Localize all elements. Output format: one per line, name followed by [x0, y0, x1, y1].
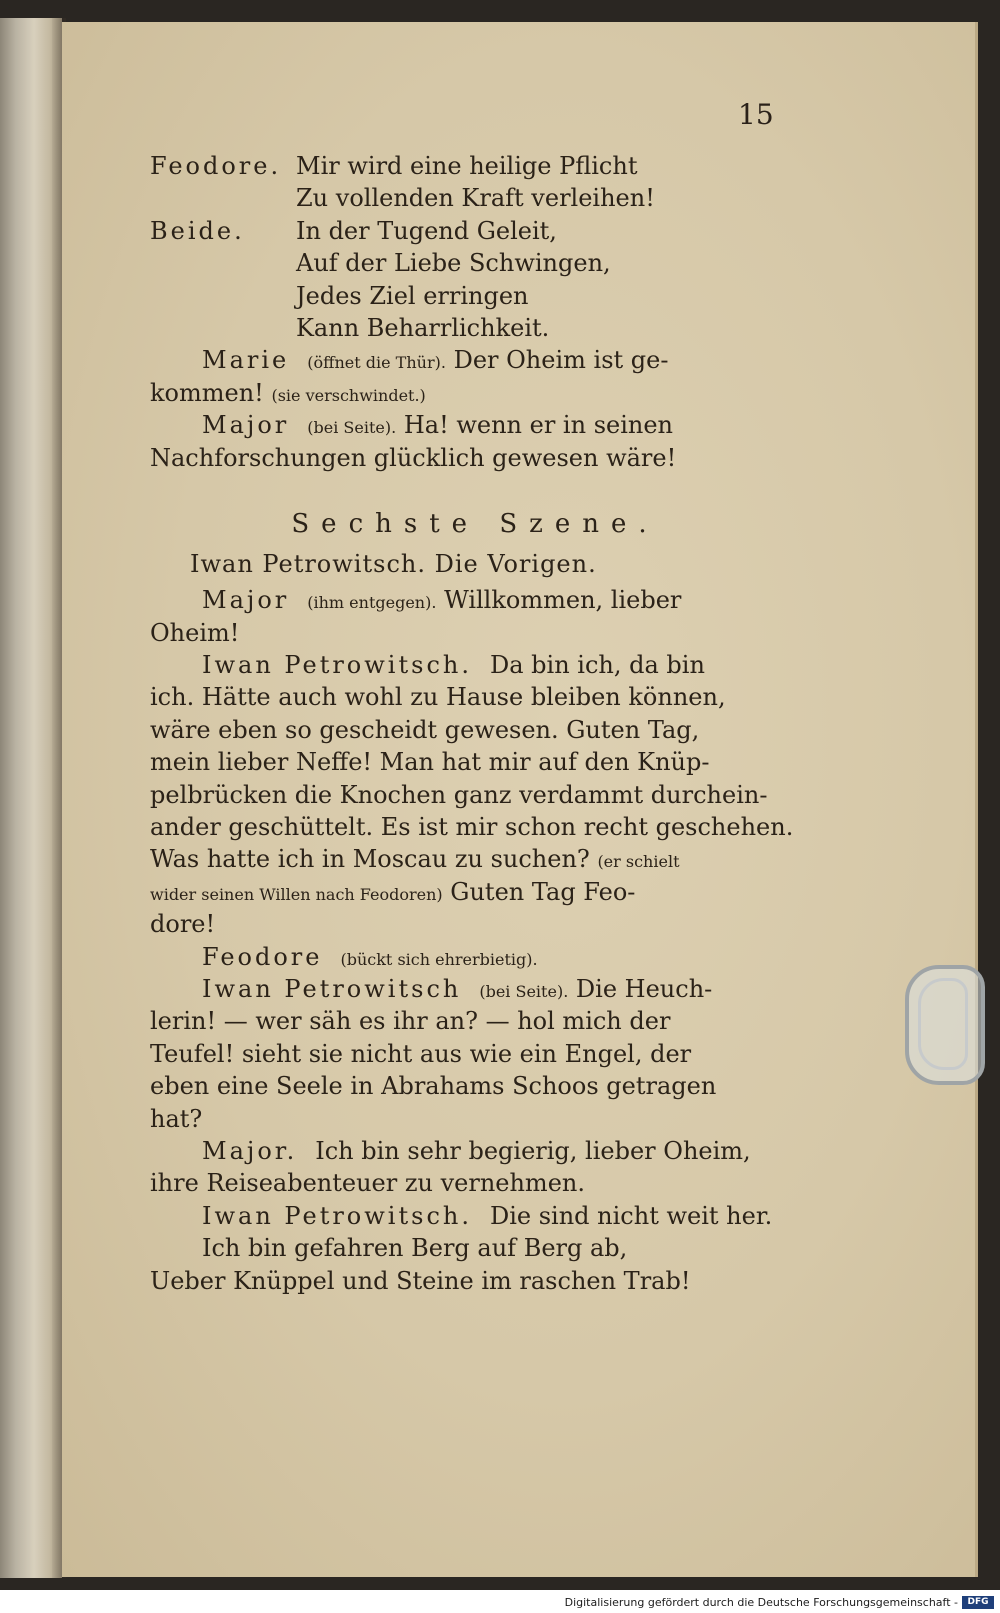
text-line — [150, 247, 800, 279]
footer-credit: Digitalisierung gefördert durch die Deutsche Forschungsgemeinschaft - — [564, 1596, 958, 1609]
line-text: In der Tugend Geleit, — [296, 216, 557, 245]
speaker-name: Marie — [202, 346, 290, 375]
line-text: Mir wird eine heilige Pflicht — [296, 152, 638, 180]
line-text: Ich bin sehr begierig, lieber Oheim, — [315, 1136, 751, 1165]
cast-line: Iwan Petrowitsch. Die Vorigen. — [190, 549, 597, 578]
scene-heading: Sechste Szene. — [291, 508, 659, 539]
speaker-name: Iwan Petrowitsch. — [202, 651, 472, 680]
text-line — [150, 409, 800, 441]
text-line — [150, 941, 800, 973]
text-line — [150, 908, 800, 940]
text-line — [150, 442, 800, 474]
text-line — [150, 617, 800, 649]
stage-direction: wider seinen Willen nach Feodoren) — [150, 884, 443, 904]
speaker-name: Feodore — [202, 942, 323, 971]
stage-direction: (bei Seite). — [479, 981, 569, 1001]
line-text: Oheim! — [150, 618, 240, 647]
speaker-name: Beide. — [150, 216, 245, 245]
text-line — [150, 215, 800, 247]
line-text: Die Heuch- — [575, 974, 713, 1003]
text-line — [150, 681, 800, 713]
line-text: Die sind nicht weit her. — [489, 1201, 773, 1230]
line-text: hat? — [150, 1104, 203, 1133]
text-line — [150, 584, 800, 616]
speaker-name: Major — [202, 586, 290, 615]
speaker-name: Feodore. — [150, 152, 282, 180]
speaker-name: Major — [202, 411, 290, 440]
text-line — [150, 1005, 800, 1037]
line-text: Nachforschungen glücklich gewesen wäre! — [150, 443, 677, 472]
line-text: dore! — [150, 910, 216, 939]
text-line — [150, 649, 800, 681]
stage-direction: (öffnet die Thür). — [307, 353, 446, 373]
line-text: eben eine Seele in Abrahams Schoos getragen — [150, 1072, 717, 1101]
line-text: Ha! wenn er in seinen — [403, 411, 674, 440]
text-line — [150, 1103, 800, 1135]
text-line — [150, 280, 800, 312]
line-text: Jedes Ziel erringen — [296, 281, 529, 310]
text-line — [150, 344, 800, 376]
text-line — [150, 746, 800, 778]
line-text: wäre eben so gescheidt gewesen. Guten Tag, — [150, 715, 700, 744]
line-text: ich. Hätte auch wohl zu Hause bleiben können, — [150, 683, 726, 712]
text-line — [150, 1038, 800, 1070]
line-text: Auf der Liebe Schwingen, — [296, 249, 611, 278]
page-number: 15 — [738, 98, 774, 131]
stage-direction: (bei Seite). — [307, 418, 397, 438]
text-line — [150, 876, 800, 908]
line-text: Zu vollenden Kraft verleihen! — [296, 184, 655, 213]
paper-clip-inner — [918, 978, 968, 1070]
line-text: Guten Tag Feo- — [450, 877, 636, 906]
line-text: Ueber Knüppel und Steine im raschen Trab! — [150, 1266, 691, 1295]
speaker-name: Iwan Petrowitsch. — [202, 1201, 472, 1230]
line-text: kommen! — [150, 378, 264, 407]
line-text: Teufel! sieht sie nicht aus wie ein Engel, der — [150, 1039, 692, 1068]
text-line — [150, 377, 800, 409]
page-text — [150, 150, 800, 1297]
line-text: Ich bin gefahren Berg auf Berg ab, — [202, 1234, 628, 1263]
line-text: ander geschüttelt. Es ist mir schon recht geschehen. — [150, 813, 794, 842]
line-text: Willkommen, lieber — [444, 586, 682, 615]
text-line — [150, 1265, 800, 1297]
text-line — [150, 811, 800, 843]
stage-direction: (bückt sich ehrerbietig). — [340, 949, 538, 969]
stage-direction: (er schielt — [597, 852, 680, 872]
speaker-name: Iwan Petrowitsch — [202, 974, 462, 1003]
dfg-logo: DFG — [962, 1596, 994, 1609]
dialogue-block-2 — [150, 584, 800, 1297]
line-text: ihre Reiseabenteuer zu vernehmen. — [150, 1169, 585, 1198]
text-line — [150, 182, 800, 214]
line-text: pelbrücken die Knochen ganz verdammt durchein- — [150, 780, 768, 809]
stage-direction: (ihm entgegen). — [307, 593, 437, 613]
line-text: Was hatte ich in Moscau zu suchen? — [150, 845, 590, 874]
text-line — [150, 1200, 800, 1232]
text-line — [150, 312, 800, 344]
text-line — [150, 714, 800, 746]
text-line — [150, 1232, 800, 1264]
text-line — [150, 843, 800, 875]
text-line — [150, 150, 800, 182]
stage-direction: (sie verschwindet.) — [271, 385, 426, 405]
line-text: Da bin ich, da bin — [489, 651, 705, 680]
text-line — [150, 1167, 800, 1199]
text-line — [150, 1070, 800, 1102]
line-text: lerin! — wer säh es ihr an? — hol mich der — [150, 1007, 671, 1036]
line-text: Der Oheim ist ge- — [453, 346, 669, 375]
text-line — [150, 779, 800, 811]
dialogue-block-1 — [150, 150, 800, 474]
speaker-name: Major. — [202, 1136, 298, 1165]
line-text: mein lieber Neffe! Man hat mir auf den Knüp- — [150, 748, 710, 777]
text-line — [150, 973, 800, 1005]
text-line — [150, 1135, 800, 1167]
line-text: Kann Beharrlichkeit. — [296, 313, 550, 342]
